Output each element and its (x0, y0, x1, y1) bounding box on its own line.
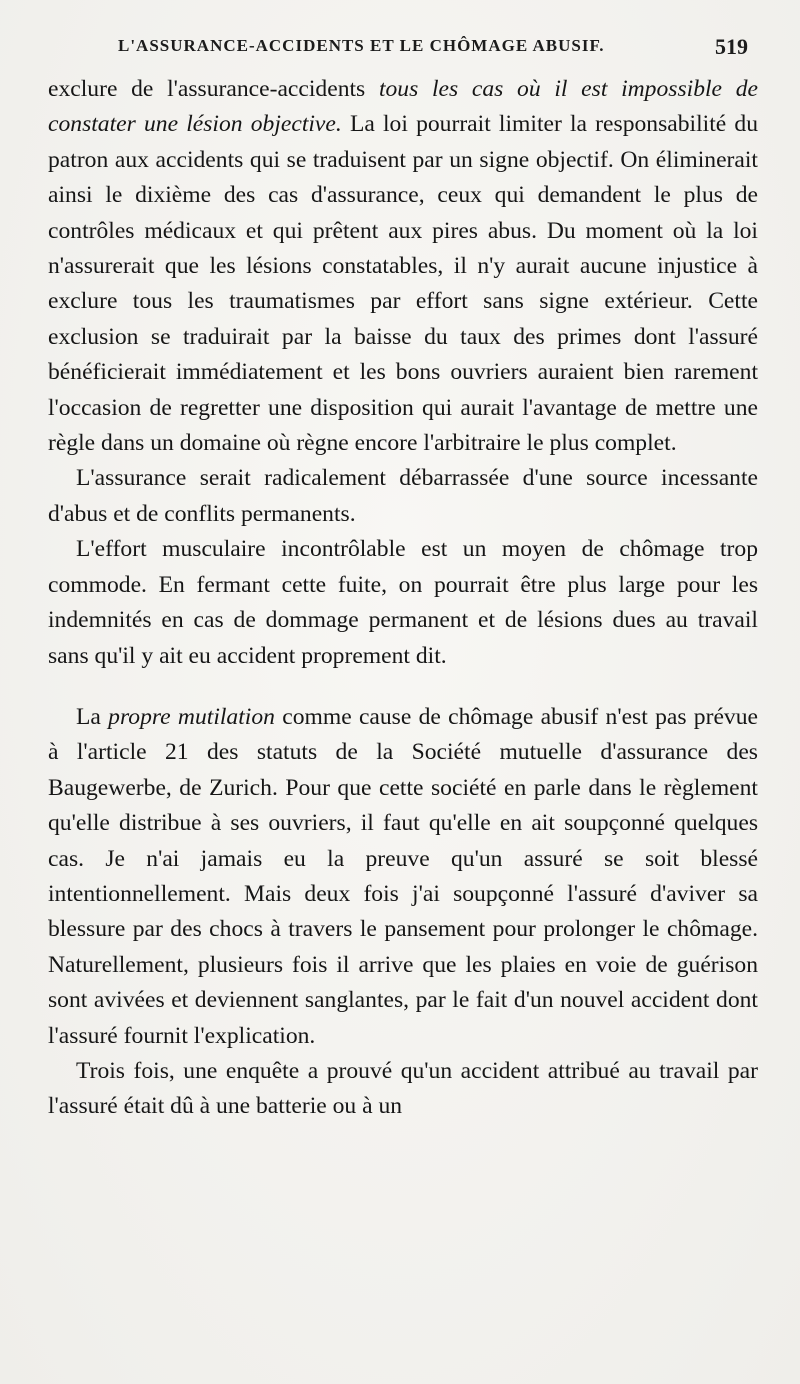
paragraph-1-italic: tous les cas où il est impossible de constater une lésion objective. (48, 76, 758, 138)
running-title: L'ASSURANCE-ACCIDENTS ET LE CHÔMAGE ABUSIF. (118, 36, 605, 55)
paragraph-1 (48, 72, 758, 461)
paragraph-2: L'assurance serait radicalement débarrassée d'une source incessante d'abus et de conflits permanents. (48, 465, 758, 527)
paragraph-4-rest: comme cause de chômage abusif n'est pas prévue à l'article 21 des statuts de la Société mutuelle d'assurance des Baugewerbe, de Zurich. Pour que cette société en parle dans le règlement qu'elle distribue à ses ouvriers, il faut qu'elle en ait soupçonné quelques cas. Je n'ai jamais eu la preuve qu'un assuré se soit blessé intentionnellement. Mais deux fois j'ai soupçonné l'assuré d'aviver sa blessure par des chocs à travers le pansement pour prolonger le chômage. Naturellement, plusieurs fois il arrive que les plaies en voie de guérison sont avivées et deviennent sanglantes, par le fait d'un nouvel accident dont l'assuré fournit l'explication. (48, 703, 759, 1049)
paragraph-1-start: exclure de l'assurance-accidents (48, 76, 379, 102)
paragraph-1-rest: La loi pourrait limiter la responsabilité du patron aux accidents qui se traduisent par un signe objectif. On éliminerait ainsi le dixième des cas d'assurance, ceux qui demandent le plus de contrôles médicaux et qui prêtent aux pires abus. Du moment où la loi n'assurerait que les lésions constatables, il n'y aurait aucune injustice à exclure tous les traumatismes par effort sans signe extérieur. Cette exclusion se traduirait par la baisse du taux des primes dont l'assuré bénéficierait immédiatement et les bons ouvriers auraient bien rarement l'occasion de regretter une disposition qui aurait l'avantage de mettre une règle dans un domaine où règne encore l'arbitraire le plus complet. (48, 111, 758, 457)
paragraph-5: Trois fois, une enquête a prouvé qu'un accident attribué au travail par l'assuré était dû à une batterie ou à un (48, 1057, 758, 1120)
paragraph-3: L'effort musculaire incontrôlable est un moyen de chômage trop commode. En fermant cette fuite, on pourrait être plus large pour les indemnités en cas de dommage permanent et de lésions dues au travail sans qu'il y ait eu accident proprement dit. (48, 536, 758, 669)
paragraph-4-italic: propre mutilation (108, 703, 275, 730)
page-header (118, 36, 748, 66)
paragraph-4-start: La (76, 703, 109, 730)
paragraph-4 (48, 700, 758, 1054)
body-text (48, 72, 758, 1125)
page-number: 519 (715, 34, 748, 59)
